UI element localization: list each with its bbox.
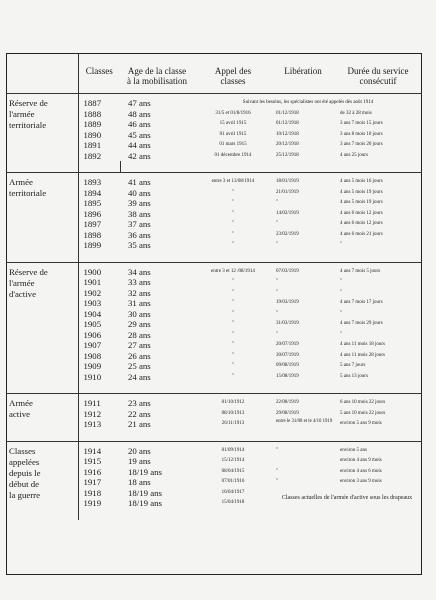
service-duration: 4 ans 6 mois 21 jours [340, 231, 383, 237]
appel-date: " [231, 363, 235, 368]
class-age: 37 ans [128, 219, 151, 229]
class-year: 1918 [83, 487, 102, 498]
class-age: 31 ans [128, 298, 151, 308]
liberation-date: " [276, 289, 279, 295]
class-year: 1888 [83, 108, 102, 119]
class-year: 1916 [83, 466, 102, 477]
class-age: 27 ans [128, 340, 151, 350]
class-age: 19 ans [128, 456, 151, 466]
service-duration: 4 ans 7 mois 17 jours [340, 300, 383, 305]
appel-date: 15 avril 1915 [219, 121, 247, 126]
service-duration: 4 ans 6 mois 12 jours [340, 210, 383, 216]
class-year: 1913 [83, 419, 102, 429]
class-year: 1915 [83, 456, 102, 466]
class-age: 33 ans [128, 277, 151, 287]
table-row [6, 267, 422, 278]
service-duration: de 32 à 28 mois [340, 110, 372, 116]
appel-date: 07/01/1916 [221, 479, 245, 484]
class-age: 44 ans [128, 140, 151, 150]
liberation-date: " [276, 447, 279, 453]
class-year: 1900 [83, 266, 102, 277]
header-appel: Appel des classes [214, 66, 252, 86]
class-age: 18 ans [128, 477, 151, 487]
service-duration: 4 ans 5 mois 16 jours [340, 179, 383, 184]
class-year: 1905 [83, 319, 102, 329]
appel-date: " [231, 300, 235, 305]
class-age: 18/19 ans [128, 466, 162, 477]
header-classes: Classes [85, 66, 113, 76]
appel-date: " [231, 242, 235, 247]
service-duration: 6 ans 10 mois 22 jours [340, 400, 386, 405]
liberation-date: 30/07/1919 [276, 352, 299, 358]
header-liberation: Libération [284, 66, 322, 76]
liberation-date: 29/08/1919 [276, 410, 299, 416]
group-label: Armée active [6, 398, 78, 430]
class-age: 18/19 ans [128, 487, 162, 498]
appel-date: entre 3 et 13/08/1914 [211, 179, 255, 184]
service-duration: " [340, 279, 343, 284]
liberation-date: " [276, 331, 279, 337]
class-age: 48 ans [128, 108, 151, 119]
class-age: 28 ans [128, 329, 151, 340]
liberation-date: 23/02/1919 [276, 231, 299, 237]
liberation-date: 19/03/1919 [276, 300, 299, 305]
table-body [6, 94, 422, 520]
class-age: 18/19 ans [128, 498, 162, 508]
service-duration: environ 4 ans 6 mois [340, 468, 382, 474]
service-duration: 3 ans 7 mois 15 jours [340, 121, 383, 126]
class-age: 35 ans [128, 240, 151, 250]
class-year: 1889 [83, 119, 102, 129]
liberation-date: 22/08/1919 [276, 400, 299, 405]
class-age: 29 ans [128, 319, 151, 329]
service-duration: 3 ans 8 mois 10 jours [340, 131, 383, 137]
service-duration: environ 5 ans [340, 447, 367, 453]
service-duration: " [340, 310, 343, 316]
appel-date: " [231, 321, 235, 326]
service-duration: 4 ans 11 mois 18 jours [340, 342, 385, 347]
group-label: Réserve de l'armée d'active [6, 267, 78, 383]
service-duration: 4 ans 25 jours [340, 152, 368, 158]
liberation-date [272, 456, 334, 467]
appel-date: 15/04/1918 [221, 500, 245, 505]
service-duration: 4 ans 7 mois 29 jours [340, 321, 383, 326]
appel-date: 26/11/1913 [221, 421, 245, 426]
service-duration: 3 ans 7 mois 20 jours [340, 142, 383, 147]
class-year: 1904 [83, 308, 102, 319]
service-duration: " [340, 331, 343, 337]
service-duration: environ 4 ans 9 mois [340, 458, 382, 463]
service-duration: 4 ans 6 mois 12 jours [340, 221, 383, 226]
appel-date: 01 mars 1915 [219, 142, 247, 147]
class-year: 1887 [83, 98, 102, 108]
service-duration: " [340, 242, 343, 247]
liberation-date: " [276, 221, 279, 226]
liberation-date: 21/01/1919 [276, 189, 299, 195]
class-age: 22 ans [128, 408, 151, 419]
liberation-date: " [276, 468, 279, 474]
class-age: 36 ans [128, 229, 151, 240]
class-age: 34 ans [128, 266, 151, 277]
class-year: 1917 [83, 477, 102, 487]
class-year: 1895 [83, 198, 102, 208]
appel-date: " [231, 189, 235, 195]
liberation-date: 09/08/1919 [276, 363, 299, 368]
class-age: 30 ans [128, 308, 151, 319]
table-row [6, 446, 422, 457]
class-year: 1911 [83, 398, 101, 408]
appel-date: 01/09/1914 [221, 447, 245, 453]
header-group [6, 53, 78, 93]
liberation-date: 01/12/1918 [276, 121, 299, 126]
class-year: 1903 [83, 298, 102, 308]
service-duration: 4 ans 5 mois 19 jours [340, 200, 383, 205]
class-year: 1890 [83, 129, 102, 140]
class-year: 1892 [83, 150, 102, 161]
liberation-date: " [276, 479, 279, 484]
liberation-date: entre le 31/08 et le 4/10 1919 [276, 419, 333, 424]
appel-date: 15/12/1914 [221, 458, 245, 463]
service-duration: 5 ans 10 mois 22 jours [340, 410, 386, 416]
appel-date: " [231, 231, 235, 237]
class-year: 1908 [83, 350, 102, 361]
class-year: 1907 [83, 340, 102, 350]
service-duration: environ 3 ans 9 mois [340, 479, 382, 484]
class-year: 1906 [83, 329, 102, 340]
liberation-date: " [276, 279, 279, 284]
class-age: 32 ans [128, 287, 151, 298]
header-age: Age de la classe à la mobilisation [127, 66, 187, 86]
appel-date: 08/04/1915 [221, 468, 245, 474]
class-age: 26 ans [128, 350, 151, 361]
class-age: 45 ans [128, 129, 151, 140]
appel-date: " [231, 352, 235, 358]
service-duration: 4 ans 11 mois 28 jours [340, 352, 385, 358]
liberation-date: 15/08/1919 [276, 373, 299, 379]
liberation-date: 10/12/1918 [276, 131, 299, 137]
appel-date: 01 décembre 1914 [214, 152, 252, 158]
table-header [6, 53, 422, 94]
appel-date: " [231, 310, 235, 316]
class-year: 1899 [83, 240, 102, 250]
service-duration: 5 ans 13 jours [340, 373, 368, 379]
group-label: Armée territoriale [6, 177, 78, 251]
service-duration: 4 ans 7 mois 5 jours [340, 268, 381, 274]
class-age: 23 ans [128, 398, 151, 408]
group-note: Suivant les besoins, les spécialistes ont été appelés dès août 1914 [242, 100, 374, 105]
class-year: 1902 [83, 287, 102, 298]
group-label: Réserve de l'armée territoriale [6, 98, 78, 172]
class-year: 1897 [83, 219, 102, 229]
header-duree: Durée du service consécutif [347, 66, 409, 86]
service-duration: 5 ans 7 jours [340, 363, 366, 368]
service-duration: " [340, 289, 343, 295]
appel-date: " [231, 200, 235, 205]
appel-date: " [231, 279, 235, 284]
class-year: 1919 [83, 498, 102, 508]
service-duration: 4 ans 5 mois 19 jours [340, 189, 383, 195]
table-row [6, 398, 422, 409]
appel-date: entre 3 et 12 /08/1914 [211, 268, 255, 274]
liberation-date: 14/02/1919 [276, 210, 299, 216]
class-year: 1898 [83, 229, 102, 240]
class-age: 21 ans [128, 419, 151, 429]
appel-date: 16/04/1917 [221, 489, 245, 495]
class-age: 39 ans [128, 198, 151, 208]
appel-date: 08/10/1913 [221, 410, 245, 416]
appel-date: " [231, 289, 235, 295]
class-age: 46 ans [128, 119, 151, 129]
class-age: 42 ans [128, 150, 151, 161]
class-age: 41 ans [128, 177, 151, 187]
class-year: 1893 [83, 177, 102, 187]
class-age: 38 ans [128, 208, 151, 219]
class-age: 40 ans [128, 187, 151, 198]
class-age: 24 ans [128, 371, 151, 382]
liberation-date: 18/01/1919 [276, 179, 299, 184]
appel-date: 01/10/1912 [221, 400, 245, 405]
liberation-date: 07/03/1919 [276, 268, 299, 274]
liberation-date: 31/03/1919 [276, 321, 299, 326]
appel-date: 01 avril 1915 [219, 131, 247, 137]
appel-date: " [231, 221, 235, 226]
mobilization-table [6, 53, 422, 520]
liberation-date: 25/12/1918 [276, 152, 299, 158]
appel-date: 31/5 et 01/8/1916 [215, 110, 251, 116]
table-row [6, 177, 422, 188]
group-note: Classes actuelles de l'armée d'active sous les drapeaux [281, 494, 413, 501]
liberation-date: 20/07/1919 [276, 342, 299, 347]
liberation-date: 01/12/1918 [276, 110, 299, 116]
liberation-date: 20/12/1918 [276, 142, 299, 147]
class-age: 25 ans [128, 361, 151, 371]
class-year: 1912 [83, 408, 102, 419]
appel-date: " [231, 331, 235, 337]
class-year: 1894 [83, 187, 102, 198]
appel-date: " [231, 210, 235, 216]
class-year: 1891 [83, 140, 102, 150]
appel-date: " [231, 342, 235, 347]
liberation-date: " [276, 200, 279, 205]
service-duration: environ 5 ans 9 mois [340, 421, 382, 426]
class-year: 1896 [83, 208, 102, 219]
class-year: 1901 [83, 277, 102, 287]
group-label: Classes appelées depuis le début de la guerre [6, 446, 78, 509]
class-age: 47 ans [128, 98, 151, 108]
class-year: 1910 [83, 371, 102, 382]
table-row [6, 98, 422, 109]
liberation-date: " [276, 310, 279, 316]
class-age: 20 ans [128, 445, 151, 456]
class-year: 1909 [83, 361, 102, 371]
appel-date: " [231, 373, 235, 379]
liberation-date: " [276, 242, 279, 247]
class-year: 1914 [83, 445, 102, 456]
